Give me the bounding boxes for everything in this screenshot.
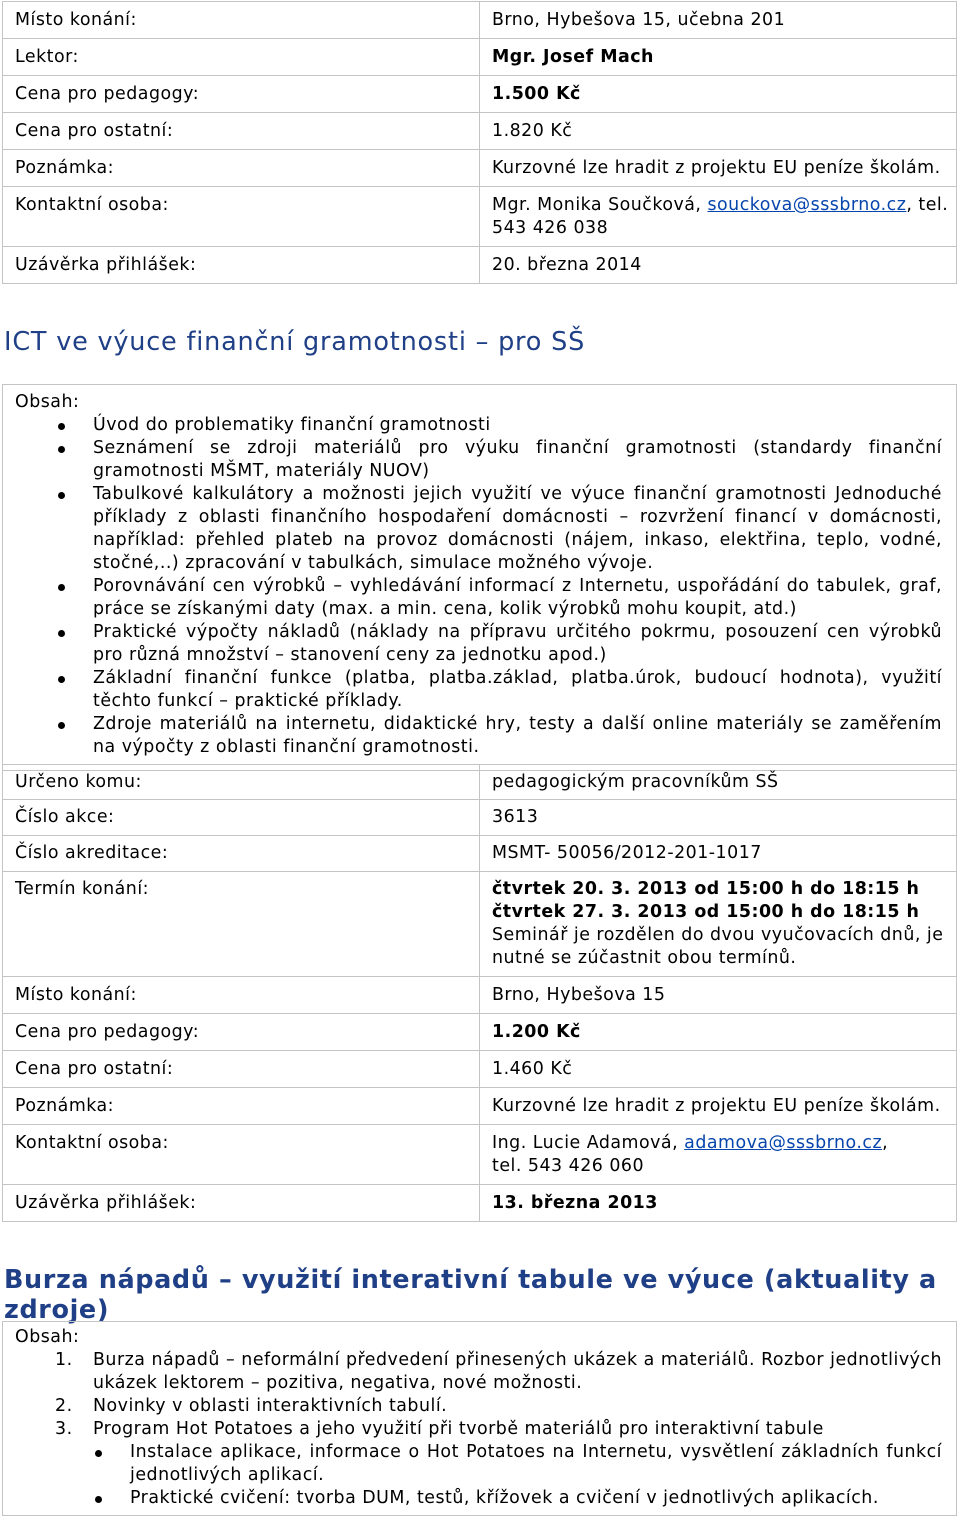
target-value: pedagogickým pracovníkům SŠ [480, 765, 957, 800]
term-label: Termín konání: [3, 872, 480, 977]
table-row [3, 977, 957, 1014]
item-number: 3. [55, 1419, 73, 1439]
course1-details-table [2, 764, 957, 1222]
table-row [3, 187, 957, 247]
list-item [55, 1418, 942, 1441]
place-value: Brno, Hybešova 15 [480, 977, 957, 1014]
item-text: Novinky v oblasti interaktivních tabulí. [93, 1396, 448, 1416]
table-row [3, 113, 957, 150]
table-row [3, 1051, 957, 1088]
table-row [3, 1185, 957, 1222]
note-label: Poznámka: [3, 150, 480, 187]
list-item [55, 1395, 942, 1418]
contact-comma: , [882, 1133, 889, 1153]
list-item: Praktické výpočty nákladů (náklady na přípravu určitého pokrmu, posouzení cen výrobků pro různá množství – stanovení ceny za jednotku apod.) [93, 622, 942, 665]
note-value: Kurzovné lze hradit z projektu EU peníze školám. [480, 150, 957, 187]
table-row [3, 150, 957, 187]
list-item: Praktické cvičení: tvorba DUM, testů, křížovek a cvičení v jednotlivých aplikacích. [130, 1487, 942, 1510]
table-row [3, 1125, 957, 1185]
list-item: Úvod do problematiky finanční gramotnosti [93, 414, 942, 437]
table-row [3, 800, 957, 836]
table-row [3, 2, 957, 39]
list-item: Tabulkové kalkulátory a možnosti jejich využití ve výuce finanční gramotnosti Jednoduché příklady z oblasti finančního hospodaření domácnosti – rozvržení financí v domácnosti, například: přehled plateb na provoz domácnosti (nájem, inkaso, elektřina, teplo, vodné, stočné,..) zpracování v tabulkách, simulace možného vývoje. [93, 484, 942, 573]
contact-email-link[interactable]: adamova@sssbrno.cz [684, 1133, 883, 1153]
item-text: Burza nápadů – neformální předvedení přinesených ukázek a materiálů. Rozbor jednotlivých ukázek lektorem – pozitiva, negativa, nové možnosti. [93, 1350, 942, 1393]
deadline-label: Uzávěrka přihlášek: [3, 247, 480, 284]
table-row [3, 1088, 957, 1125]
note-label: Poznámka: [3, 1088, 480, 1125]
contact-phone: tel. 543 426 060 [492, 1156, 645, 1176]
lecturer-value: Mgr. Josef Mach [480, 39, 957, 76]
term-date-2: čtvrtek 27. 3. 2013 od 15:00 h do 18:15 h [492, 902, 920, 922]
deadline-label: Uzávěrka přihlášek: [3, 1185, 480, 1222]
price-teachers-value: 1.500 Kč [480, 76, 957, 113]
price-others-value: 1.820 Kč [480, 113, 957, 150]
price-teachers-label: Cena pro pedagogy: [3, 76, 480, 113]
list-item: Základní finanční funkce (platba, platba.základ, platba.úrok, budoucí hodnota), využití těchto funkcí – praktické příklady. [93, 668, 942, 711]
contact-phone: , tel. 543 426 038 [492, 195, 949, 238]
table-row [3, 872, 957, 977]
list-item: Instalace aplikace, informace o Hot Potatoes na Internetu, vysvětlení základních funkcí jednotlivých aplikací. [130, 1442, 942, 1485]
term-note: Seminář je rozdělen do dvou vyučovacích dnů, je nutné se zúčastnit obou termínů. [492, 925, 944, 968]
contact-value [480, 1125, 957, 1185]
course2-sub-list [130, 1441, 942, 1510]
course2-numbered-list [55, 1349, 942, 1441]
contact-label: Kontaktní osoba: [3, 187, 480, 247]
place-value: Brno, Hybešova 15, učebna 201 [480, 2, 957, 39]
contact-value [480, 187, 957, 247]
list-item: Seznámení se zdroji materiálů pro výuku finanční gramotnosti (standardy finanční gramotnosti MŠMT, materiály NUOV) [93, 438, 942, 481]
item-number: 1. [55, 1350, 73, 1370]
table-row [3, 836, 957, 872]
accreditation-value: MSMT- 50056/2012-201-1017 [480, 836, 957, 872]
table-row [3, 76, 957, 113]
note-value: Kurzovné lze hradit z projektu EU peníze školám. [480, 1088, 957, 1125]
list-item: Porovnávání cen výrobků – vyhledávání informací z Internetu, uspořádání do tabulek, graf, práce se získanými daty (max. a min. cena, kolik výrobků mohu koupit, atd.) [93, 576, 942, 619]
top-info-table [2, 1, 957, 284]
content-label: Obsah: [15, 392, 80, 412]
item-number: 2. [55, 1396, 73, 1416]
table-row [3, 39, 957, 76]
course2-title: Burza nápadů – využití interativní tabule ve výuce (aktuality a zdroje) [4, 1265, 937, 1325]
course2-content-box [2, 1321, 957, 1516]
term-date-1: čtvrtek 20. 3. 2013 od 15:00 h do 18:15 h [492, 879, 920, 899]
table-row [3, 765, 957, 800]
content-label: Obsah: [15, 1327, 80, 1347]
contact-name: Ing. Lucie Adamová, [492, 1133, 685, 1153]
price-teachers-value: 1.200 Kč [480, 1014, 957, 1051]
term-value [480, 872, 957, 977]
price-others-label: Cena pro ostatní: [3, 113, 480, 150]
price-others-value: 1.460 Kč [480, 1051, 957, 1088]
table-row [3, 1014, 957, 1051]
contact-label: Kontaktní osoba: [3, 1125, 480, 1185]
target-label: Určeno komu: [3, 765, 480, 800]
contact-email-link[interactable]: souckova@sssbrno.cz [707, 195, 907, 215]
place-label: Místo konání: [3, 2, 480, 39]
contact-name: Mgr. Monika Součková, [492, 195, 708, 215]
place-label: Místo konání: [3, 977, 480, 1014]
list-item [55, 1349, 942, 1395]
table-row [3, 247, 957, 284]
lecturer-label: Lektor: [3, 39, 480, 76]
deadline-value: 20. března 2014 [480, 247, 957, 284]
course1-title: ICT ve výuce finanční gramotnosti – pro SŠ [4, 327, 586, 357]
course1-content-list [93, 414, 942, 759]
price-others-label: Cena pro ostatní: [3, 1051, 480, 1088]
accreditation-label: Číslo akreditace: [3, 836, 480, 872]
event-number-label: Číslo akce: [3, 800, 480, 836]
course1-content-box [2, 384, 957, 771]
price-teachers-label: Cena pro pedagogy: [3, 1014, 480, 1051]
list-item: Zdroje materiálů na internetu, didaktické hry, testy a další online materiály se zaměřením na výpočty z oblasti finanční gramotnosti. [93, 714, 942, 757]
event-number-value: 3613 [480, 800, 957, 836]
item-text: Program Hot Potatoes a jeho využití při tvorbě materiálů pro interaktivní tabule [93, 1419, 824, 1439]
deadline-value: 13. března 2013 [480, 1185, 957, 1222]
